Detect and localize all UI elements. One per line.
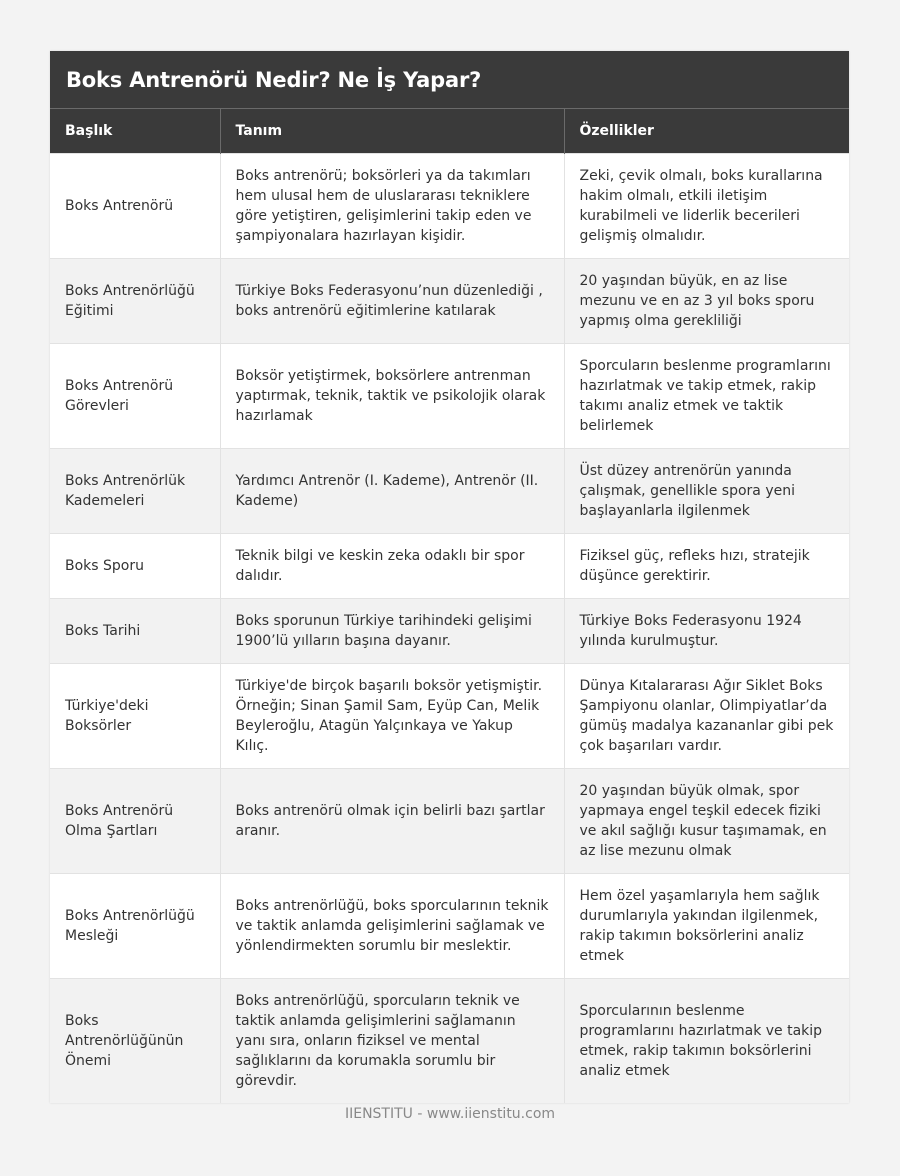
cell-ozellikler: 20 yaşından büyük olmak, spor yapmaya engel teşkil edecek fiziki ve akıl sağlığı kusur taşımamak, en az lise mezunu olmak bbox=[564, 769, 849, 874]
cell-ozellikler: Fiziksel güç, refleks hızı, stratejik düşünce gerektirir. bbox=[564, 534, 849, 599]
cell-tanim: Boks sporunun Türkiye tarihindeki gelişimi 1900’lü yılların başına dayanır. bbox=[220, 599, 564, 664]
table-header-row bbox=[50, 109, 849, 154]
cell-ozellikler: Türkiye Boks Federasyonu 1924 yılında kurulmuştur. bbox=[564, 599, 849, 664]
cell-tanim: Boks antrenörlüğü, sporcuların teknik ve taktik anlamda gelişimlerini sağlamanın yanı sıra, onların fiziksel ve mental sağlıklarını da korumakla sorumlu bir görevdir. bbox=[220, 979, 564, 1104]
cell-baslik: Türkiye'deki Boksörler bbox=[50, 664, 220, 769]
cell-baslik: Boks Sporu bbox=[50, 534, 220, 599]
cell-ozellikler: Dünya Kıtalararası Ağır Siklet Boks Şampiyonu olanlar, Olimpiyatlar’da gümüş madalya kazananlar gibi pek çok başarıları vardır. bbox=[564, 664, 849, 769]
column-header-baslik: Başlık bbox=[50, 109, 220, 154]
cell-tanim: Boks antrenörlüğü, boks sporcularının teknik ve taktik anlamda gelişimlerini sağlamak ve yönlendirmekten sorumlu bir meslektir. bbox=[220, 874, 564, 979]
cell-baslik: Boks Antrenörü bbox=[50, 154, 220, 259]
table-row bbox=[50, 154, 849, 259]
cell-tanim: Türkiye Boks Federasyonu’nun düzenlediği , boks antrenörü eğitimlerine katılarak bbox=[220, 259, 564, 344]
cell-tanim: Boks antrenörü olmak için belirli bazı şartlar aranır. bbox=[220, 769, 564, 874]
cell-baslik: Boks Antrenörü Olma Şartları bbox=[50, 769, 220, 874]
column-header-ozellikler: Özellikler bbox=[564, 109, 849, 154]
cell-baslik: Boks Antrenörlüğü Eğitimi bbox=[50, 259, 220, 344]
cell-tanim: Boks antrenörü; boksörleri ya da takımları hem ulusal hem de uluslararası tekniklere göre yetiştiren, gelişimlerini takip eden ve şampiyonalara hazırlayan kişidir. bbox=[220, 154, 564, 259]
column-header-tanim: Tanım bbox=[220, 109, 564, 154]
cell-ozellikler: Sporcularının beslenme programlarını hazırlatmak ve takip etmek, rakip takımın boksörlerini analiz etmek bbox=[564, 979, 849, 1104]
content-card bbox=[50, 51, 849, 1103]
table-row bbox=[50, 874, 849, 979]
table-row bbox=[50, 979, 849, 1104]
cell-tanim: Teknik bilgi ve keskin zeka odaklı bir spor dalıdır. bbox=[220, 534, 564, 599]
cell-tanim: Yardımcı Antrenör (I. Kademe), Antrenör (II. Kademe) bbox=[220, 449, 564, 534]
table-row bbox=[50, 449, 849, 534]
info-table bbox=[50, 109, 849, 1103]
title-bar bbox=[50, 51, 849, 109]
cell-tanim: Türkiye'de birçok başarılı boksör yetişmiştir. Örneğin; Sinan Şamil Sam, Eyüp Can, Melik Beyleroğlu, Atagün Yalçınkaya ve Yakup Kılıç. bbox=[220, 664, 564, 769]
page-title: Boks Antrenörü Nedir? Ne İş Yapar? bbox=[66, 67, 482, 92]
cell-baslik: Boks Antrenörlüğünün Önemi bbox=[50, 979, 220, 1104]
cell-baslik: Boks Antrenörlük Kademeleri bbox=[50, 449, 220, 534]
table-row bbox=[50, 344, 849, 449]
table-row bbox=[50, 259, 849, 344]
cell-baslik: Boks Antrenörlüğü Mesleği bbox=[50, 874, 220, 979]
cell-tanim: Boksör yetiştirmek, boksörlere antrenman yaptırmak, teknik, taktik ve psikolojik olarak hazırlamak bbox=[220, 344, 564, 449]
cell-ozellikler: Hem özel yaşamlarıyla hem sağlık durumlarıyla yakından ilgilenmek, rakip takımın boksörlerini analiz etmek bbox=[564, 874, 849, 979]
cell-ozellikler: 20 yaşından büyük, en az lise mezunu ve en az 3 yıl boks sporu yapmış olma gerekliliği bbox=[564, 259, 849, 344]
table-row bbox=[50, 664, 849, 769]
table-row bbox=[50, 769, 849, 874]
cell-ozellikler: Zeki, çevik olmalı, boks kurallarına hakim olmalı, etkili iletişim kurabilmeli ve liderlik becerileri gelişmiş olmalıdır. bbox=[564, 154, 849, 259]
footer-credit: IIENSTITU - www.iienstitu.com bbox=[344, 1106, 556, 1122]
cell-ozellikler: Üst düzey antrenörün yanında çalışmak, genellikle spora yeni başlayanlarla ilgilenmek bbox=[564, 449, 849, 534]
cell-baslik: Boks Antrenörü Görevleri bbox=[50, 344, 220, 449]
table-row bbox=[50, 534, 849, 599]
table-row bbox=[50, 599, 849, 664]
cell-ozellikler: Sporcuların beslenme programlarını hazırlatmak ve takip etmek, rakip takımı analiz etmek ve taktik belirlemek bbox=[564, 344, 849, 449]
cell-baslik: Boks Tarihi bbox=[50, 599, 220, 664]
